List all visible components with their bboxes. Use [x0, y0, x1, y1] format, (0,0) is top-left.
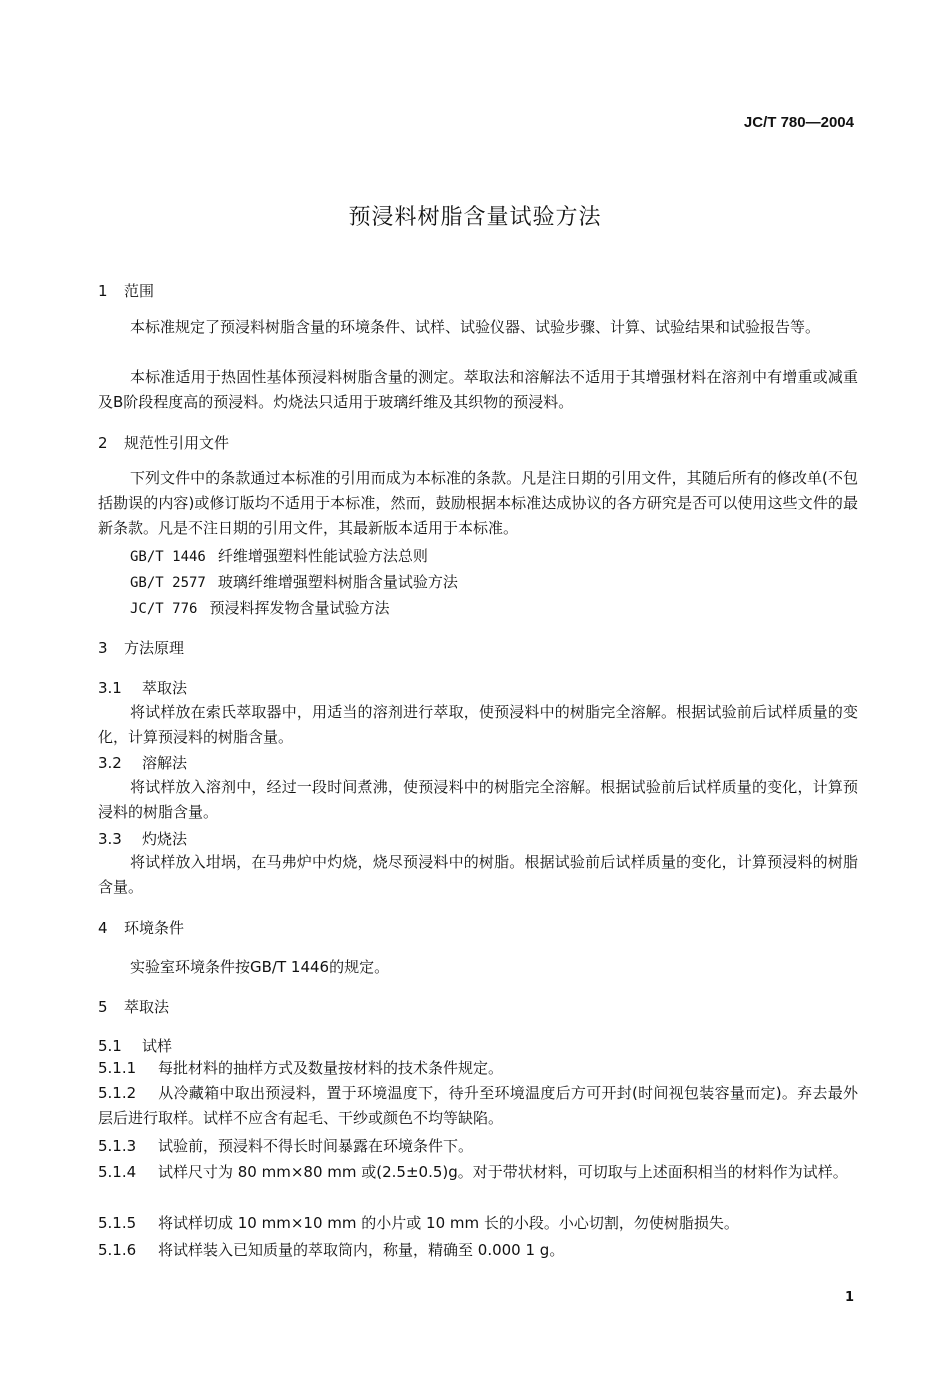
subsection-number: 3.3 [98, 830, 122, 848]
subsection-heading-5-1 [98, 1035, 172, 1056]
clause-number: 5.1.5 [98, 1214, 137, 1232]
reference-code: GB/T 2577 [130, 575, 206, 591]
page-number: 1 [844, 1290, 854, 1305]
subsection-heading-3-2 [98, 752, 187, 773]
subsection-title: 灼烧法 [142, 830, 188, 848]
section-heading-2 [98, 432, 229, 453]
section-title: 方法原理 [124, 639, 185, 657]
section-title: 范围 [124, 282, 155, 300]
clause-number: 5.1.6 [98, 1241, 137, 1259]
paragraph: 将试样放在索氏萃取器中，用适当的溶剂进行萃取，使预浸料中的树脂完全溶解。根据试验前后试样质量的变化，计算预浸料的树脂含量。 [98, 703, 858, 746]
reference-code: JC/T 776 [130, 601, 198, 617]
paragraph: 本标准规定了预浸料树脂含量的环境条件、试样、试验仪器、试验步骤、计算、试验结果和试验报告等。 [130, 318, 821, 336]
subsection-title: 试样 [142, 1037, 173, 1055]
reference-item [130, 545, 428, 566]
paragraph: 将试样放入溶剂中，经过一段时间煮沸，使预浸料中的树脂完全溶解。根据试验前后试样质量的变化，计算预浸料的树脂含量。 [98, 778, 858, 821]
section-heading-3 [98, 637, 184, 658]
clause-5-1-1 [98, 1056, 858, 1081]
clause-number: 5.1.1 [98, 1059, 137, 1077]
clause-5-1-5 [98, 1211, 858, 1236]
reference-code: GB/T 1446 [130, 549, 206, 565]
section-title: 规范性引用文件 [124, 434, 230, 452]
section-heading-1 [98, 280, 154, 301]
clause-text: 每批材料的抽样方式及数量按材料的技术条件规定。 [158, 1059, 504, 1077]
clause-text: 将试样装入已知质量的萃取筒内，称量，精确至 0.000 1 g。 [158, 1241, 565, 1259]
subsection-number: 5.1 [98, 1037, 122, 1055]
reference-title: 预浸料挥发物含量试验方法 [209, 599, 390, 617]
clause-text: 从冷藏箱中取出预浸料，置于环境温度下，待升至环境温度后方可开封(时间视包装容量而定)。弃去最外层后进行取样。试样不应含有起毛、干纱或颜色不均等缺陷。 [98, 1084, 858, 1127]
section-number: 5 [98, 998, 108, 1016]
reference-item [130, 597, 389, 618]
clause-5-1-3 [98, 1134, 858, 1159]
clause-number: 5.1.2 [98, 1084, 137, 1102]
paragraph: 下列文件中的条款通过本标准的引用而成为本标准的条款。凡是注日期的引用文件，其随后所有的修改单(不包括勘误的内容)或修订版均不适用于本标准，然而，鼓励根据本标准达成协议的各方研究是否可以使用这些文件的最新条款。凡是不注日期的引用文件，其最新版本适用于本标准。 [98, 469, 858, 537]
reference-item [130, 571, 458, 592]
section-heading-4 [98, 917, 184, 938]
document-title: 预浸料树脂含量试验方法 [348, 205, 602, 230]
clause-number: 5.1.3 [98, 1137, 137, 1155]
clause-text: 试样尺寸为 80 mm×80 mm 或(2.5±0.5)g。对于带状材料，可切取与上述面积相当的材料作为试样。 [158, 1163, 848, 1181]
clause-number: 5.1.4 [98, 1163, 137, 1181]
reference-title: 纤维增强塑料性能试验方法总则 [217, 547, 428, 565]
section-title: 萃取法 [124, 998, 170, 1016]
clause-5-1-2 [98, 1081, 858, 1131]
section-number: 2 [98, 434, 108, 452]
section-title: 环境条件 [124, 919, 185, 937]
paragraph: 实验室环境条件按GB/T 1446的规定。 [130, 958, 390, 976]
section-number: 1 [98, 282, 108, 300]
clause-5-1-6 [98, 1238, 858, 1263]
standard-code: JC/T 780—2004 [743, 114, 854, 131]
clause-text: 将试样切成 10 mm×10 mm 的小片或 10 mm 长的小段。小心切割，勿使树脂损失。 [158, 1214, 739, 1232]
subsection-number: 3.1 [98, 679, 122, 697]
subsection-heading-3-1 [98, 677, 187, 698]
subsection-title: 萃取法 [142, 679, 188, 697]
subsection-heading-3-3 [98, 828, 187, 849]
paragraph: 本标准适用于热固性基体预浸料树脂含量的测定。萃取法和溶解法不适用于其增强材料在溶剂中有增重或减重及B阶段程度高的预浸料。灼烧法只适用于玻璃纤维及其织物的预浸料。 [98, 368, 858, 411]
clause-text: 试验前，预浸料不得长时间暴露在环境条件下。 [158, 1137, 474, 1155]
paragraph: 将试样放入坩埚，在马弗炉中灼烧，烧尽预浸料中的树脂。根据试验前后试样质量的变化，计算预浸料的树脂含量。 [98, 853, 858, 896]
section-heading-5 [98, 996, 169, 1017]
reference-title: 玻璃纤维增强塑料树脂含量试验方法 [217, 573, 458, 591]
subsection-number: 3.2 [98, 754, 122, 772]
section-number: 3 [98, 639, 108, 657]
section-number: 4 [98, 919, 108, 937]
subsection-title: 溶解法 [142, 754, 188, 772]
clause-5-1-4 [98, 1160, 858, 1185]
